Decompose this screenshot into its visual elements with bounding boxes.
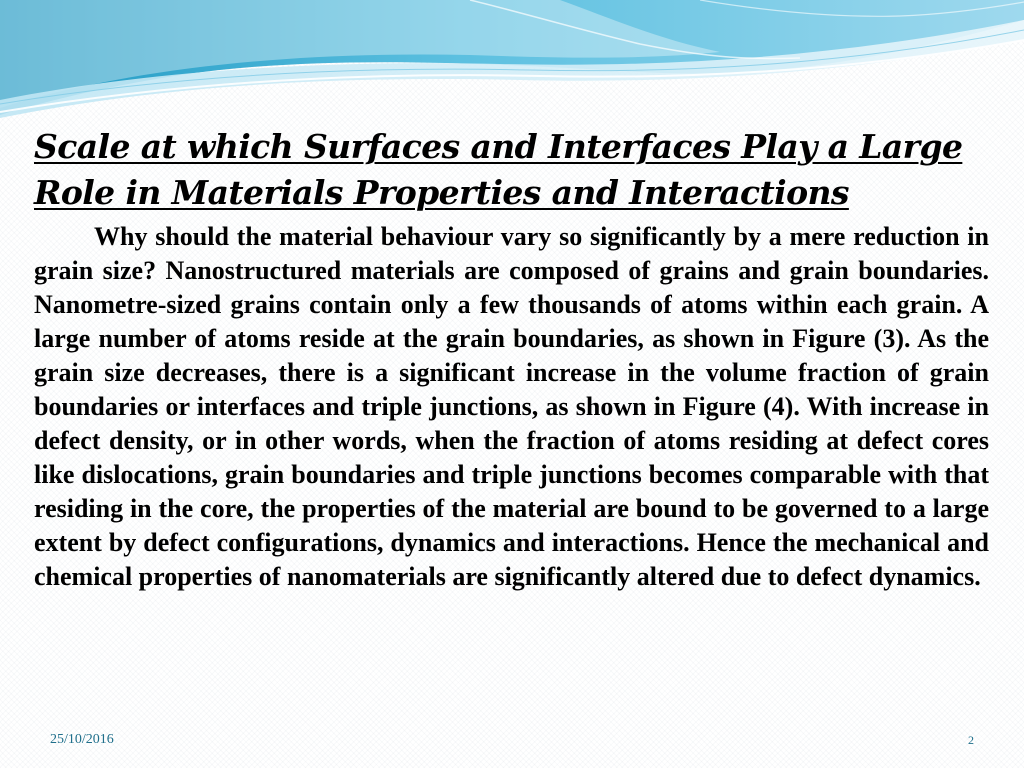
decorative-wave-banner: [0, 0, 1024, 125]
footer-date: 25/10/2016: [50, 732, 114, 747]
body-paragraph: Why should the material behaviour vary so significantly by a mere reduction in grain size? Nanostructured materials are composed of grains and grain boundaries. Nanometre-sized grains contain only a few thousands of atoms within each grain. A large number of atoms reside at the grain boundaries, as shown in Figure (3). As the grain size decreases, there is a significant increase in the volume fraction of grain boundaries or interfaces and triple junctions, as shown in Figure (4). With increase in defect density, or in other words, when the fraction of atoms residing at defect cores like dislocations, grain boundaries and triple junctions becomes comparable with that residing in the core, the properties of the material are bound to be governed to a large extent by defect configurations, dynamics and interactions. Hence the mechanical and chemical properties of nanomaterials are significantly altered due to defect dynamics.: [34, 222, 989, 591]
slide-number: 2: [968, 733, 974, 747]
slide-title: Scale at which Surfaces and Interfaces Play a Large Role in Materials Properties and Interactions: [34, 127, 963, 212]
